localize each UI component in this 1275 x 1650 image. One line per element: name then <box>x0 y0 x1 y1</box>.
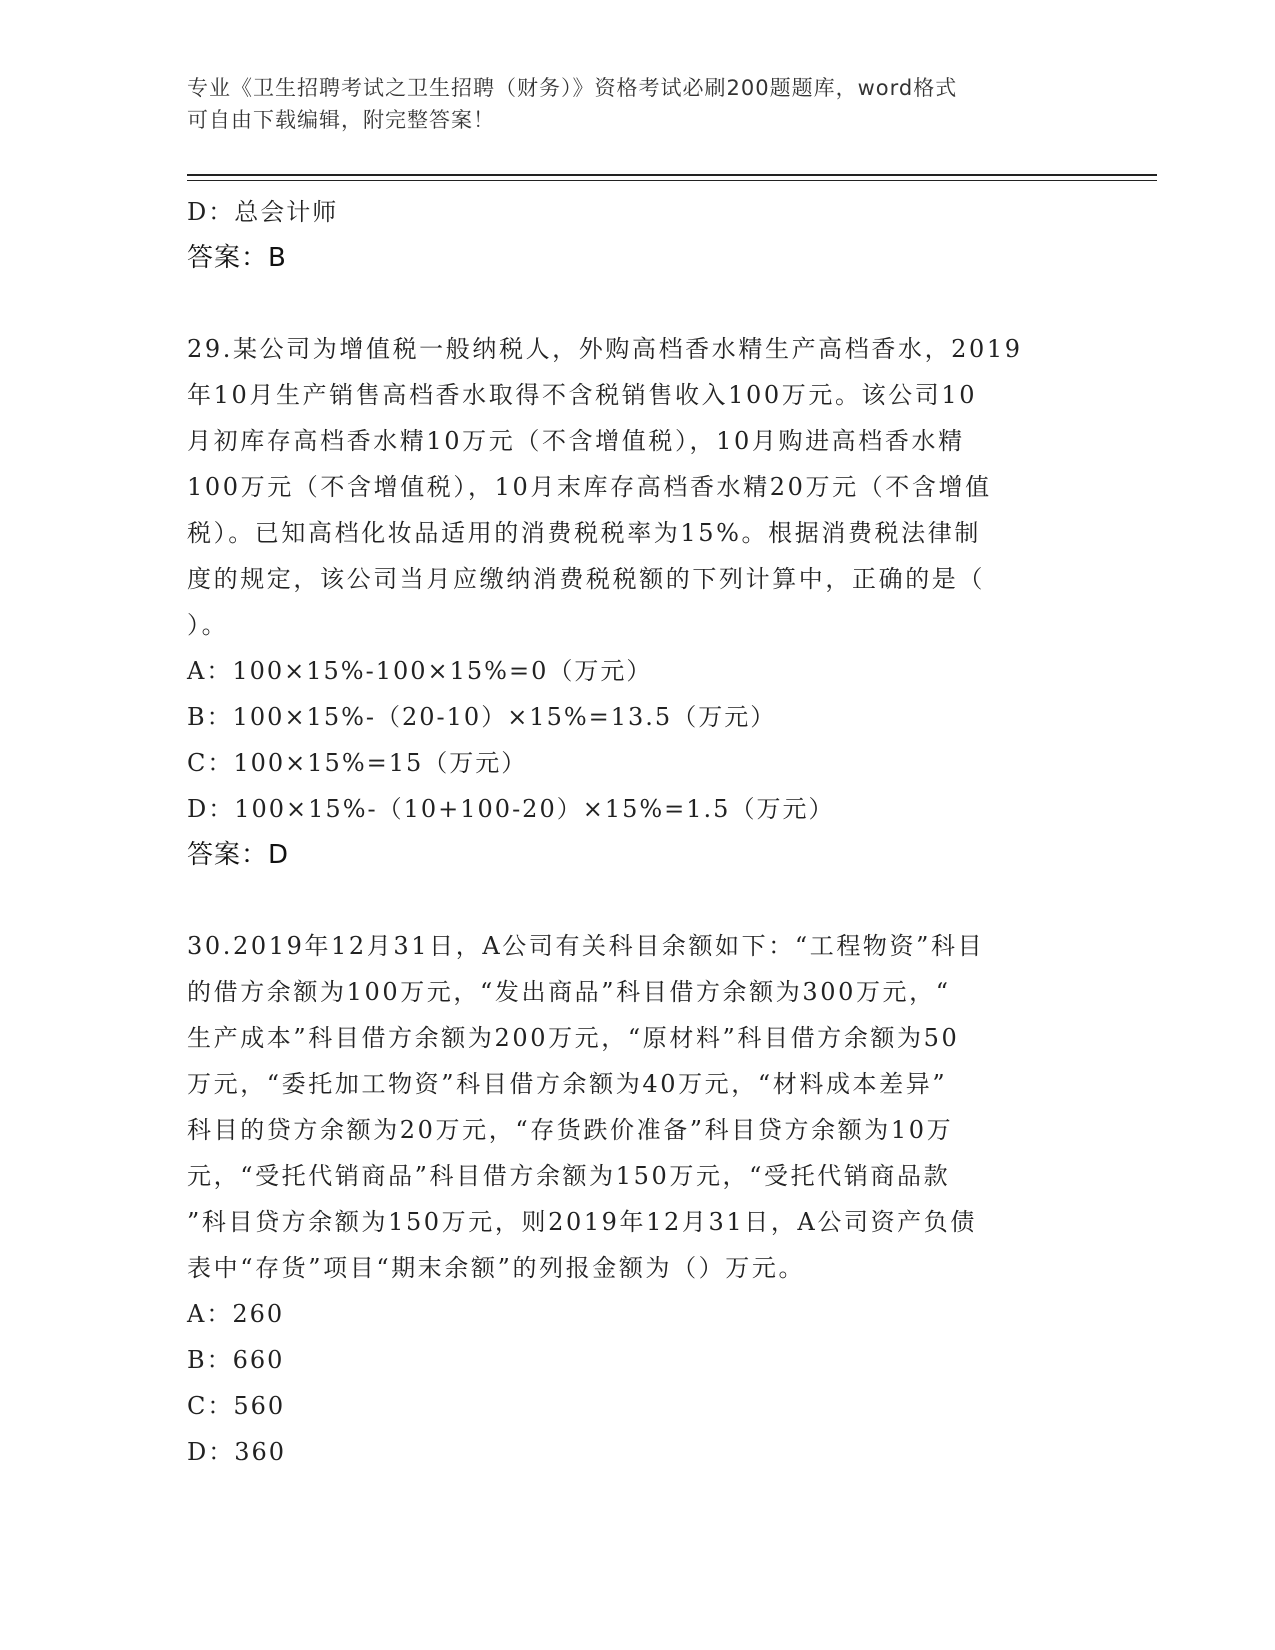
question-30-stem-line: 30.2019年12月31日，A公司有关科目余额如下：“工程物资”科目 <box>187 932 985 960</box>
question-30-stem-line: 的借方余额为100万元，“发出商品”科目借方余额为300万元，“ <box>187 978 951 1006</box>
question-29-stem-line: 月初库存高档香水精10万元（不含增值税），10月购进高档香水精 <box>187 427 965 455</box>
question-30-option-d: D：360 <box>187 1438 287 1466</box>
question-30-option-b: B：660 <box>187 1346 285 1374</box>
prev-question-answer: 答案：B <box>187 243 287 273</box>
question-29-answer: 答案：D <box>187 840 290 870</box>
question-29-option-d: D：100×15%-（10+100-20）×15%=1.5（万元） <box>187 795 835 823</box>
question-30-option-a: A：260 <box>187 1300 285 1328</box>
header-title-line-1: 专业《卫生招聘考试之卫生招聘（财务）》资格考试必刷200题题库，word格式 <box>187 76 958 100</box>
question-30 <box>187 923 1087 1475</box>
question-30-option-c: C：560 <box>187 1392 286 1420</box>
question-30-stem-line: 万元，“委托加工物资”科目借方余额为40万元，“材料成本差异” <box>187 1070 948 1098</box>
question-30-stem-line: 表中“存货”项目“期末余额”的列报金额为（）万元。 <box>187 1254 806 1282</box>
question-29-option-c: C：100×15%=15（万元） <box>187 749 528 777</box>
question-29-stem-line: 29.某公司为增值税一般纳税人，外购高档香水精生产高档香水，2019 <box>187 335 1023 363</box>
question-29-stem-line: 年10月生产销售高档香水取得不含税销售收入100万元。该公司10 <box>187 381 978 409</box>
question-29-stem-line: ）。 <box>187 611 229 639</box>
question-29-stem-line: 100万元（不含增值税），10月末库存高档香水精20万元（不含增值 <box>187 473 992 501</box>
question-30-stem-line: 元，“受托代销商品”科目借方余额为150万元，“受托代销商品款 <box>187 1162 951 1190</box>
header-title-line-2: 可自由下载编辑，附完整答案！ <box>187 108 495 132</box>
prev-question-option-d: D：总会计师 <box>187 198 339 226</box>
document-header <box>187 72 1067 136</box>
question-29-option-a: A：100×15%-100×15%=0（万元） <box>187 657 653 685</box>
document-body <box>187 189 1087 1475</box>
question-29 <box>187 326 1087 878</box>
question-30-stem-line: 科目的贷方余额为20万元，“存货跌价准备”科目贷方余额为10万 <box>187 1116 954 1144</box>
question-29-stem-line: 度的规定，该公司当月应缴纳消费税税额的下列计算中，正确的是（ <box>187 565 985 593</box>
question-30-stem-line: ”科目贷方余额为150万元，则2019年12月31日，A公司资产负债 <box>187 1208 977 1236</box>
header-divider-thick <box>187 174 1157 176</box>
question-29-stem-line: 税）。已知高档化妆品适用的消费税税率为15%。根据消费税法律制 <box>187 519 981 547</box>
header-divider-thin <box>187 180 1157 181</box>
question-30-stem-line: 生产成本”科目借方余额为200万元，“原材料”科目借方余额为50 <box>187 1024 960 1052</box>
question-29-option-b: B：100×15%-（20-10）×15%=13.5（万元） <box>187 703 777 731</box>
